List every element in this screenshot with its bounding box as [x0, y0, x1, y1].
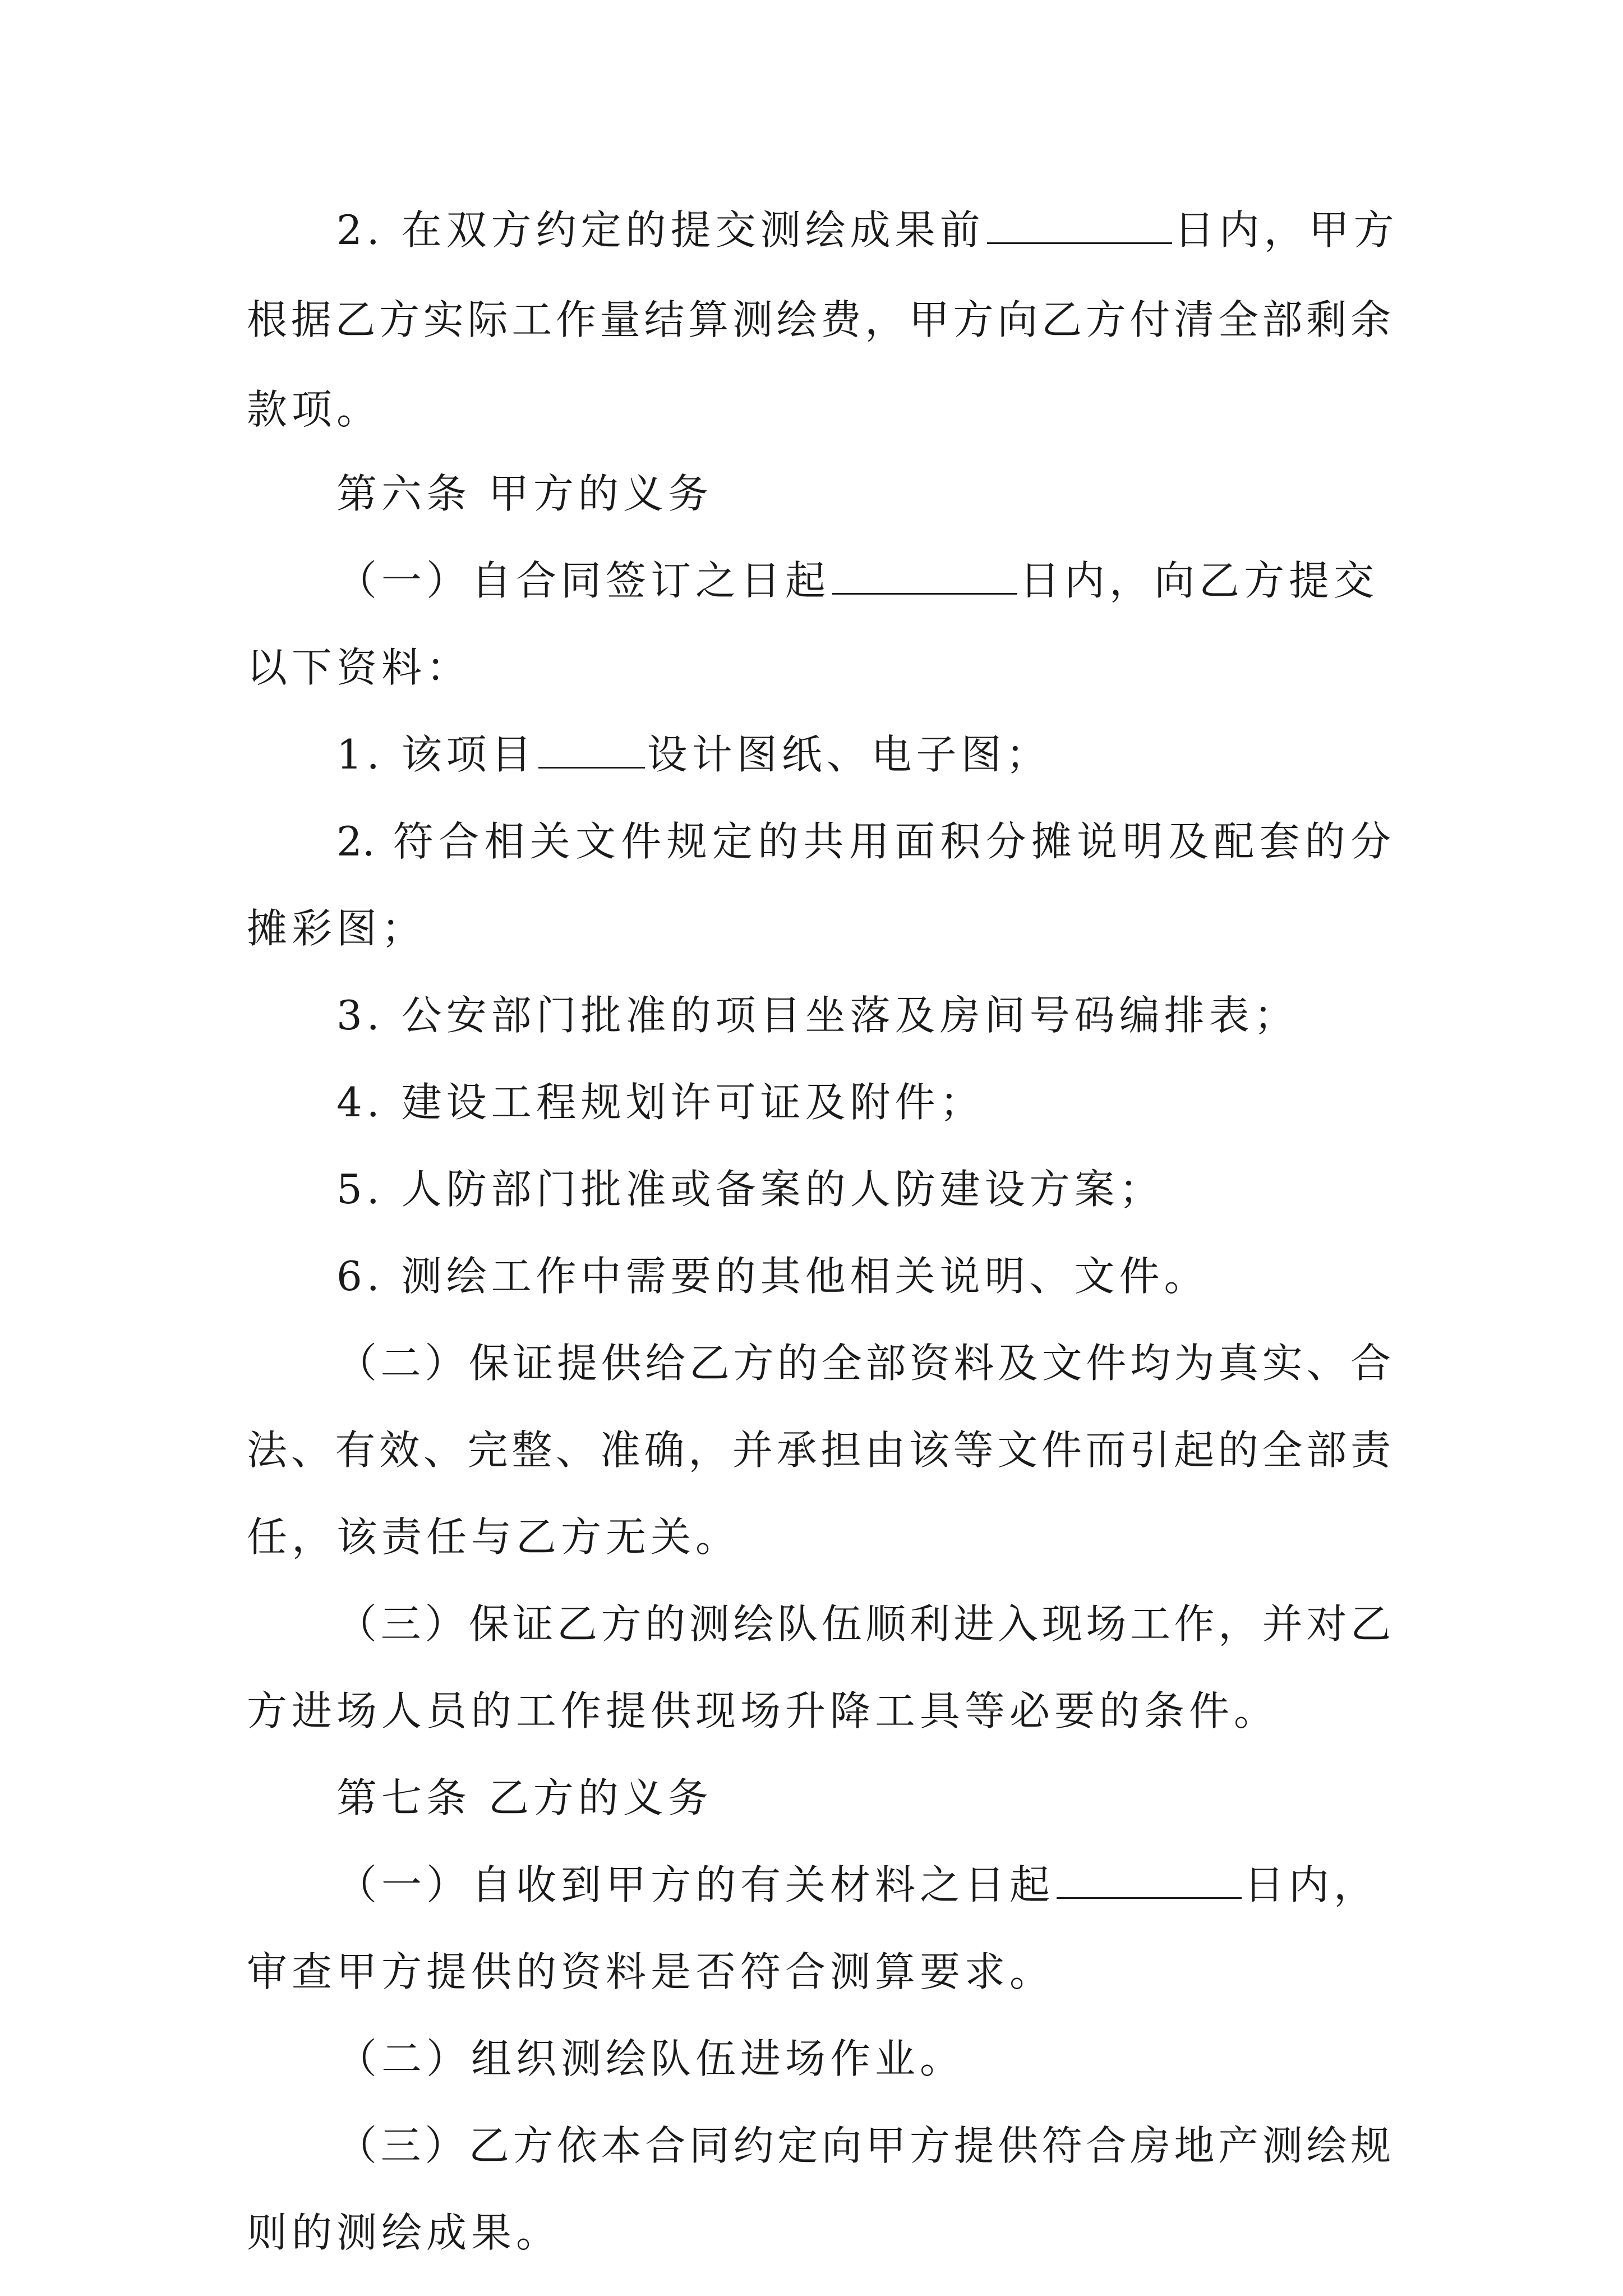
text-segment: 日内，向乙方提交	[1020, 557, 1379, 604]
fill-in-blank[interactable]	[538, 731, 645, 769]
item-2-line-1: 2. 符合相关文件规定的共用面积分摊说明及配套的分	[336, 818, 1391, 865]
article-6-clause-3-line-2: 方进场人员的工作提供现场升降工具等必要的条件。	[247, 1687, 1279, 1734]
item-2-line-2: 摊彩图；	[247, 905, 427, 952]
article-6-clause-3-line-1: （三）保证乙方的测绘队伍顺利进入现场工作，并对乙	[336, 1600, 1391, 1648]
paragraph-payment-line-3: 款项。	[247, 386, 382, 433]
text-segment: 日内，	[1244, 1861, 1379, 1908]
article-6-clause-1-line-1	[336, 553, 1378, 609]
article-7-clause-3-line-1: （三）乙方依本合同约定向甲方提供符合房地产测绘规	[336, 2122, 1391, 2169]
text-segment: 1. 该项目	[336, 731, 536, 778]
fill-in-blank[interactable]	[1057, 1861, 1242, 1899]
paragraph-payment-line-2: 根据乙方实际工作量结算测绘费，甲方向乙方付清全部剩余	[247, 296, 1391, 343]
item-6: 6. 测绘工作中需要的其他相关说明、文件。	[336, 1253, 1209, 1300]
article-7-clause-1-line-1	[336, 1857, 1378, 1913]
paragraph-payment-line-1	[336, 202, 1399, 258]
article-6-clause-2-line-1: （二）保证提供给乙方的全部资料及文件均为真实、合	[336, 1340, 1391, 1387]
text-segment: 日内，甲方	[1174, 206, 1399, 254]
text-segment: 设计图纸、电子图；	[647, 731, 1051, 778]
text-segment: 2. 在双方约定的提交测绘成果前	[336, 206, 985, 254]
article-6-clause-2-line-2: 法、有效、完整、准确，并承担由该等文件而引起的全部责	[247, 1427, 1391, 1474]
article-6-heading: 第六条 甲方的义务	[336, 470, 713, 517]
article-7-heading: 第七条 乙方的义务	[336, 1774, 713, 1821]
item-1	[336, 726, 1051, 783]
text-segment: （一）自收到甲方的有关材料之日起	[336, 1861, 1055, 1908]
item-5: 5. 人防部门批准或备案的人防建设方案；	[336, 1166, 1164, 1213]
item-3: 3. 公安部门批准的项目坐落及房间号码编排表；	[336, 992, 1299, 1039]
text-segment: （一）自合同签订之日起	[336, 557, 831, 604]
item-4: 4. 建设工程规划许可证及附件；	[336, 1079, 985, 1126]
article-7-clause-1-line-2: 审查甲方提供的资料是否符合测算要求。	[247, 1948, 1055, 1995]
article-6-clause-2-line-3: 任，该责任与乙方无关。	[247, 1513, 741, 1561]
article-7-clause-3-line-2: 则的测绘成果。	[247, 2209, 561, 2256]
fill-in-blank[interactable]	[987, 206, 1172, 244]
article-7-clause-2: （二）组织测绘队伍进场作业。	[336, 2035, 965, 2082]
article-6-clause-1-line-2: 以下资料：	[247, 644, 472, 691]
fill-in-blank[interactable]	[832, 557, 1017, 595]
